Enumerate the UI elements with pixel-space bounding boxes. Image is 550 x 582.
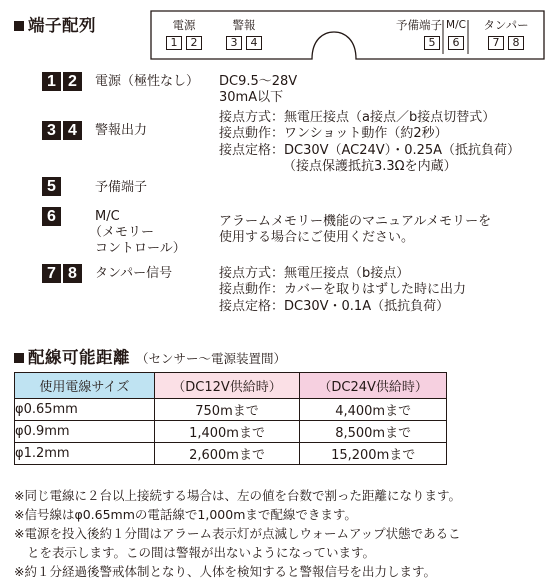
square-bullet-icon: [14, 353, 24, 363]
table-cell: 2,600mまで: [154, 443, 300, 465]
table-cell: 15,200mまで: [300, 443, 447, 465]
terminal-number-badge: 1: [42, 72, 61, 91]
terminal-block-diagram: [150, 10, 545, 60]
table-row: [15, 443, 447, 465]
terminal-box: 5: [424, 36, 440, 50]
terminal-group-spare: 予備端子 5: [396, 18, 442, 49]
square-bullet-icon: [14, 21, 24, 31]
terminal-group-tamper: タンパー 7 8: [483, 18, 529, 49]
column-header-dc12v: （DC12V供給時）: [154, 373, 300, 399]
terminal-number-badge: 8: [63, 264, 82, 283]
table-row: [15, 399, 447, 421]
table-cell: 4,400mまで: [300, 399, 447, 421]
row-label-tamper: タンパー信号: [95, 266, 173, 281]
terminal-group-power: 電源 1 2: [156, 18, 212, 50]
row-desc-tamper: 接点方式：無電圧接点（b接点） 接点動作：カバーを取りはずした時に出力 接点定格：DC30V・0.1A（抵抗負荷）: [219, 266, 467, 314]
terminal-number-badge: 5: [42, 177, 61, 196]
terminal-box: 2: [186, 36, 202, 50]
terminal-box: 6: [448, 36, 464, 50]
table-row: [15, 421, 447, 443]
note-line: とを表示します。この間は警報が出ないようになっています。: [27, 545, 376, 560]
row-label-spare: 予備端子: [95, 180, 148, 195]
terminal-box: 1: [166, 36, 182, 50]
terminal-badges-power: [42, 72, 84, 91]
column-header-wire-size: 使用電線サイズ: [15, 373, 155, 399]
terminal-group-mc: M/C 6: [446, 19, 466, 49]
column-header-dc24v: （DC24V供給時）: [300, 373, 447, 399]
terminal-badges-tamper: [42, 264, 84, 283]
terminal-box: 7: [488, 36, 504, 50]
notes-list: [14, 486, 461, 581]
table-header-row: [15, 373, 447, 399]
section-title-wiring-distance: 配線可能距離 （センサー〜電源装置間）: [14, 344, 286, 368]
terminal-box: 4: [246, 36, 262, 50]
row-desc-mc: アラームメモリー機能のマニュアルメモリーを 使用する場合にご使用ください。: [219, 214, 492, 246]
note-line: ※電源を投入後約１分間はアラーム表示灯が点滅しウォームアップ状態であるこ: [14, 526, 461, 541]
section-title-terminal-layout: 端子配列: [14, 12, 96, 36]
row-desc-alarm: 接点方式：無電圧接点（a接点／b接点切替式） 接点動作：ワンショット動作（約2秒） 接点定格：DC30V（AC24V）・0.25A（抵抗負荷） （接点保護抵抗3.3Ωを内蔵）: [219, 110, 521, 174]
table-cell: φ1.2mm: [15, 443, 155, 465]
wiring-distance-table: [14, 372, 447, 465]
row-label-mc: M/C （メモリー コントロール）: [89, 209, 186, 256]
terminal-box: 8: [508, 36, 524, 50]
terminal-number-badge: 6: [42, 207, 61, 226]
table-cell: 8,500mまで: [300, 421, 447, 443]
terminal-number-badge: 7: [42, 264, 61, 283]
table-cell: 1,400mまで: [154, 421, 300, 443]
terminal-badges-mc: [42, 207, 63, 226]
note-line: ※約１分経過後警戒体制となり、人体を検知すると警報信号を出力します。: [14, 564, 436, 579]
terminal-badges-alarm: [42, 121, 84, 140]
row-label-power: 電源（極性なし）: [95, 74, 200, 89]
table-cell: 750mまで: [154, 399, 300, 421]
terminal-group-alarm: 警報 3 4: [216, 18, 272, 50]
terminal-box: 3: [226, 36, 242, 50]
table-cell: φ0.9mm: [15, 421, 155, 443]
terminal-number-badge: 2: [63, 72, 82, 91]
row-label-alarm: 警報出力: [95, 123, 148, 138]
table-cell: φ0.65mm: [15, 399, 155, 421]
terminal-number-badge: 3: [42, 121, 61, 140]
note-line: ※同じ電線に２台以上接続する場合は、左の値を台数で割った距離になります。: [14, 488, 461, 503]
terminal-badges-spare: [42, 177, 63, 196]
terminal-number-badge: 4: [63, 121, 82, 140]
note-line: ※信号線はφ0.65mmの電話線で1,000mまで配線できます。: [14, 507, 357, 522]
row-desc-power: DC9.5〜28V 30mA以下: [219, 74, 298, 106]
